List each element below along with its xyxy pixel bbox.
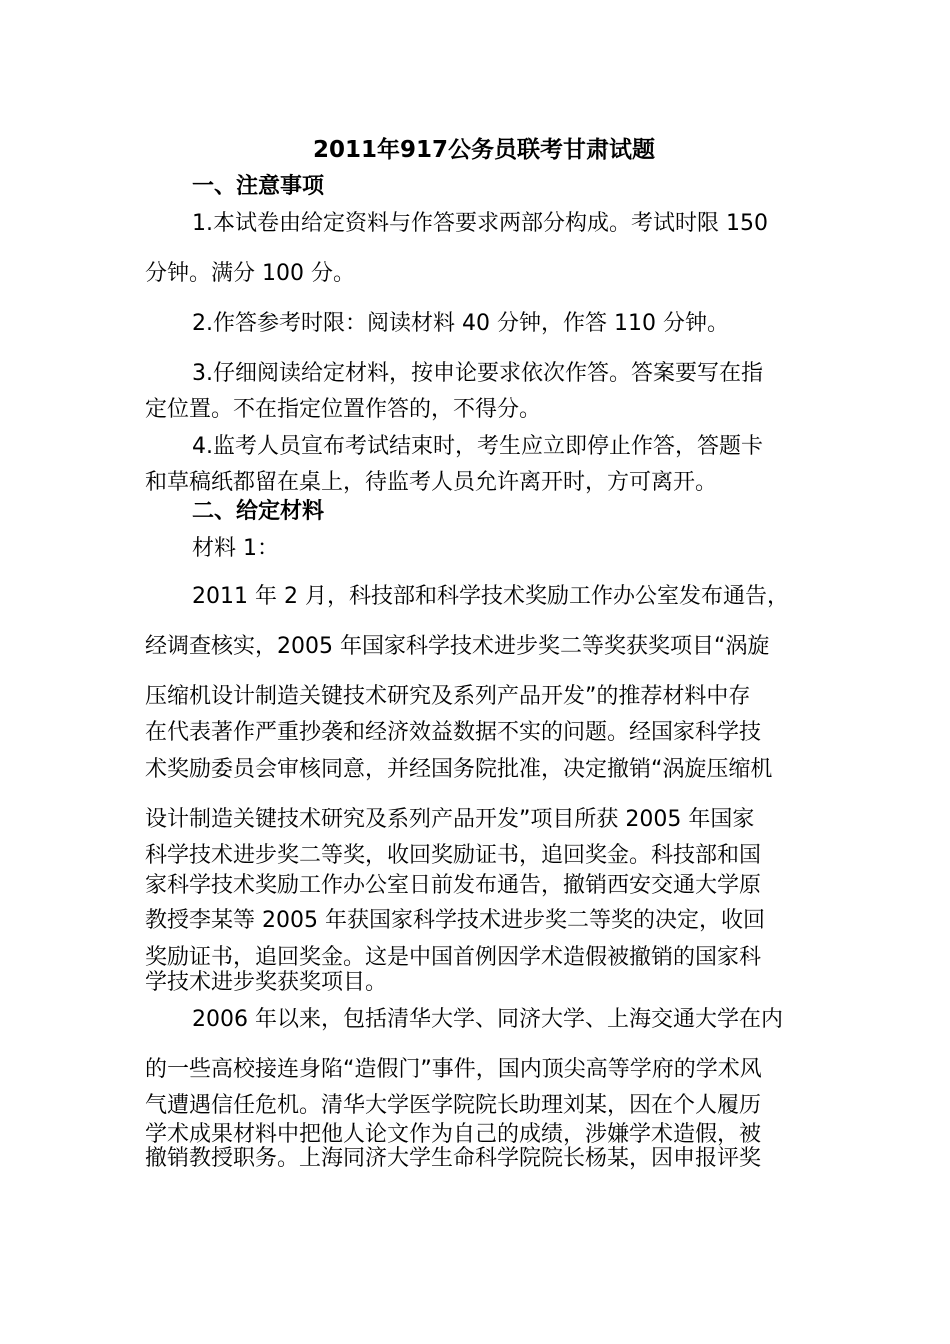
paragraph-1-line: 学技术进步奖获奖项目。 [145, 970, 388, 995]
note-1-line-2: 分钟。满分 100 分。 [145, 261, 355, 286]
note-4-line-2: 和草稿纸都留在桌上，待监考人员允许离开时，方可离开。 [145, 470, 718, 495]
paragraph-1-line: 经调查核实，2005 年国家科学技术进步奖二等奖获奖项目“涡旋 [145, 634, 770, 659]
paragraph-1-line: 术奖励委员会审核同意，并经国务院批准，决定撤销“涡旋压缩机 [145, 757, 773, 782]
note-2-line-1: 2.作答参考时限：阅读材料 40 分钟，作答 110 分钟。 [192, 311, 729, 336]
paragraph-1-line: 2011 年 2 月，科技部和科学技术奖励工作办公室发布通告， [192, 584, 789, 609]
note-3-line-2: 定位置。不在指定位置作答的，不得分。 [145, 397, 542, 422]
paragraph-2-line: 学术成果材料中把他人论文作为自己的成绩，涉嫌学术造假，被 [145, 1122, 762, 1147]
document-title: 2011年917公务员联考甘肃试题 [313, 137, 656, 163]
paragraph-2-line: 气遭遇信任危机。清华大学医学院院长助理刘某，因在个人履历 [145, 1093, 762, 1118]
section-heading-notes: 一、注意事项 [192, 174, 325, 199]
paragraph-1-line: 压缩机设计制造关键技术研究及系列产品开发”的推荐材料中存 [145, 684, 751, 709]
note-3-line-1: 3.仔细阅读给定材料，按申论要求依次作答。答案要写在指 [192, 361, 763, 386]
paragraph-1-line: 设计制造关键技术研究及系列产品开发”项目所获 2005 年国家 [145, 807, 755, 832]
paragraph-1-line: 奖励证书，追回奖金。这是中国首例因学术造假被撤销的国家科 [145, 945, 762, 970]
paragraph-2-line: 2006 年以来，包括清华大学、同济大学、上海交通大学在内 [192, 1007, 783, 1032]
material-label: 材料 1： [192, 536, 279, 561]
paragraph-1-line: 在代表著作严重抄袭和经济效益数据不实的问题。经国家科学技 [145, 720, 762, 745]
paragraph-1-line: 家科学技术奖励工作办公室日前发布通告，撤销西安交通大学原 [145, 873, 762, 898]
paragraph-2-line: 撤销教授职务。上海同济大学生命科学院院长杨某，因申报评奖 [145, 1146, 762, 1171]
section-heading-materials: 二、给定材料 [192, 499, 325, 524]
note-1-line-1: 1.本试卷由给定资料与作答要求两部分构成。考试时限 150 [192, 211, 768, 236]
paragraph-1-line: 科学技术进步奖二等奖，收回奖励证书，追回奖金。科技部和国 [145, 843, 762, 868]
paragraph-2-line: 的一些高校接连身陷“造假门”事件，国内顶尖高等学府的学术风 [145, 1057, 762, 1082]
note-4-line-1: 4.监考人员宣布考试结束时，考生应立即停止作答，答题卡 [192, 434, 763, 459]
paragraph-1-line: 教授李某等 2005 年获国家科学技术进步奖二等奖的决定，收回 [145, 908, 765, 933]
